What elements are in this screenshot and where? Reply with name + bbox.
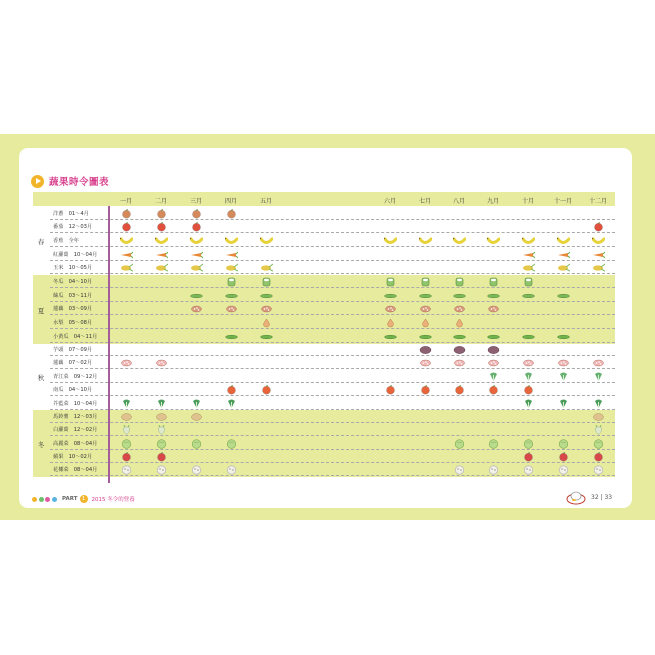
carrot-icon [225,250,238,260]
cucumber-icon [419,332,432,342]
footer-dot [45,497,50,502]
pear-icon [260,318,273,328]
corn-icon [260,263,273,273]
footer-dot [32,497,37,502]
pumpkin-icon [487,385,500,395]
cucumber-icon [453,332,466,342]
row-line [50,260,615,261]
produce-name: 南瓜 04～10月 [53,387,93,393]
wintermelon-icon [225,277,238,287]
apple-icon [592,452,605,462]
row-line [50,273,615,274]
name-column-divider [108,206,110,483]
pear-icon [419,318,432,328]
taro-icon [453,345,466,355]
row-line [50,342,615,343]
month-label: 二月 [154,198,167,205]
kale-icon [155,399,168,409]
potato-icon [120,412,133,422]
cauliflower-icon [453,465,466,475]
cucumber-icon [522,332,535,342]
pumpkin-icon [384,385,397,395]
row-line [50,382,615,383]
banana-icon [419,236,432,246]
produce-name: 小黃瓜 04～11月 [53,334,98,340]
row-line [50,409,615,410]
carrot-icon [522,250,535,260]
row-line [50,355,615,356]
season-label: 夏 [37,306,45,315]
play-icon [31,175,44,188]
corn-icon [190,263,203,273]
kale-icon [225,399,238,409]
onion-icon [120,209,133,219]
row-line [50,422,615,423]
lotus-root-icon [487,358,500,368]
row-line [50,301,615,302]
chart-header [31,173,109,189]
pumpkin-icon [522,385,535,395]
page-number: 32 | 33 [591,494,613,501]
month-label: 十一月 [553,198,572,205]
row-line [50,435,615,436]
cauliflower-icon [487,465,500,475]
chart-title: 蔬果時令圖表 [49,177,110,188]
kale-icon [522,399,535,409]
wintermelon-icon [260,277,273,287]
carrot-icon [120,250,133,260]
banana-icon [190,236,203,246]
row-line [50,449,615,450]
bokchoy-icon [592,372,605,382]
footer-branding [32,494,135,504]
lotus-root-icon [419,358,432,368]
cabbage-icon [522,439,535,449]
corn-icon [592,263,605,273]
lotus-root-icon [155,358,168,368]
pumpkin-icon [419,385,432,395]
row-line [50,368,615,369]
potato-icon [190,412,203,422]
cucumber-icon [557,332,570,342]
produce-name: 蘋果 10～02月 [53,454,93,460]
part-label: PART [62,496,78,502]
part-number-badge: 1 [80,495,88,503]
lotus-root-icon [120,358,133,368]
lotus-root-icon [453,358,466,368]
cauliflower-icon [120,465,133,475]
row-line [50,395,615,396]
banana-icon [522,236,535,246]
loofah-icon [419,291,432,301]
cucumber-icon [487,332,500,342]
kale-icon [557,399,570,409]
month-label: 九月 [486,198,499,205]
produce-name: 馬鈴薯 12～03月 [53,414,98,420]
loofah-icon [190,291,203,301]
cabbage-icon [120,439,133,449]
apple-icon [522,452,535,462]
chef-hat-icon [565,490,587,506]
row-line [50,246,615,247]
loofah-icon [384,291,397,301]
cabbage-icon [592,439,605,449]
cabbage-icon [487,439,500,449]
apple-icon [120,452,133,462]
month-label: 八月 [452,198,465,205]
lotus-root-icon [592,358,605,368]
month-label: 十月 [521,198,534,205]
month-label: 十二月 [588,198,607,205]
footer-dots [32,497,58,502]
cauliflower-icon [155,465,168,475]
corn-icon [522,263,535,273]
tomato-icon [190,222,203,232]
produce-name: 香蕉 全年 [53,238,79,244]
lotus-icon [260,304,273,314]
produce-name: 番茄 12～03月 [53,224,93,230]
cauliflower-icon [557,465,570,475]
month-label: 三月 [189,198,202,205]
row-line [50,219,615,220]
season-label: 春 [37,238,45,246]
pear-icon [453,318,466,328]
wintermelon-icon [384,277,397,287]
produce-name: 白蘿蔔 12～02月 [53,427,98,433]
radish-icon [120,425,133,435]
carrot-icon [592,250,605,260]
kale-icon [120,399,133,409]
apple-icon [155,452,168,462]
produce-name: 高麗菜 08～04月 [53,441,98,447]
banana-icon [453,236,466,246]
cauliflower-icon [190,465,203,475]
produce-name: 冬瓜 04～10月 [53,279,93,285]
apple-icon [557,452,570,462]
loofah-icon [453,291,466,301]
pumpkin-icon [260,385,273,395]
carrot-icon [190,250,203,260]
month-label: 四月 [224,198,237,205]
onion-icon [155,209,168,219]
footer-dot [39,497,44,502]
pumpkin-icon [225,385,238,395]
potato-icon [155,412,168,422]
produce-name: 芥藍菜 10～04月 [53,401,98,407]
tomato-icon [155,222,168,232]
banana-icon [260,236,273,246]
season-label: 秋 [37,374,45,382]
corn-icon [557,263,570,273]
banana-icon [120,236,133,246]
produce-name: 玉米 10～05月 [53,265,93,271]
row-line [50,328,615,329]
row-line [50,462,615,463]
lotus-root-icon [557,358,570,368]
produce-name: 洋蔥 01～4月 [53,211,89,217]
month-label: 五月 [259,198,272,205]
loofah-icon [260,291,273,301]
bokchoy-icon [557,372,570,382]
produce-name: 蓮藕 07～02月 [53,360,93,366]
taro-icon [487,345,500,355]
cabbage-icon [225,439,238,449]
lotus-icon [225,304,238,314]
carrot-icon [155,250,168,260]
cauliflower-icon [522,465,535,475]
corn-icon [225,263,238,273]
banana-icon [155,236,168,246]
radish-icon [592,425,605,435]
lotus-icon [419,304,432,314]
month-label: 一月 [119,198,132,205]
banana-icon [592,236,605,246]
loofah-icon [557,291,570,301]
lotus-icon [384,304,397,314]
produce-name: 芋頭 07～09月 [53,347,93,353]
cabbage-icon [155,439,168,449]
wintermelon-icon [522,277,535,287]
tomato-icon [120,222,133,232]
cabbage-icon [453,439,466,449]
book-title: 2015 冬令的營養 [91,497,135,503]
banana-icon [384,236,397,246]
produce-name: 花椰菜 08～04月 [53,467,98,473]
lotus-icon [487,304,500,314]
produce-name: 蓮藕 03～09月 [53,306,93,312]
bokchoy-icon [487,372,500,382]
produce-name: 絲瓜 03～11月 [53,293,93,299]
carrot-icon [557,250,570,260]
radish-icon [155,425,168,435]
cucumber-icon [260,332,273,342]
row-line [50,314,615,315]
row-line [50,475,615,476]
loofah-icon [487,291,500,301]
banana-icon [557,236,570,246]
month-label: 七月 [418,198,431,205]
row-line [50,287,615,288]
bokchoy-icon [522,372,535,382]
season-label: 冬 [37,440,45,449]
tomato-icon [592,222,605,232]
wintermelon-icon [419,277,432,287]
pear-icon [384,318,397,328]
produce-name: 紅蘿蔔 10～04月 [53,252,98,258]
pumpkin-icon [453,385,466,395]
cabbage-icon [190,439,203,449]
cabbage-icon [557,439,570,449]
kale-icon [592,399,605,409]
loofah-icon [522,291,535,301]
footer-dot [52,497,57,502]
loofah-icon [225,291,238,301]
cauliflower-icon [225,465,238,475]
produce-name: 水梨 05～08月 [53,320,93,326]
potato-icon [592,412,605,422]
wintermelon-icon [487,277,500,287]
kale-icon [190,399,203,409]
cucumber-icon [384,332,397,342]
cucumber-icon [225,332,238,342]
corn-icon [155,263,168,273]
corn-icon [120,263,133,273]
lotus-root-icon [522,358,535,368]
banana-icon [487,236,500,246]
row-line [50,232,615,233]
produce-name: 青江菜 09～12月 [53,374,98,380]
wintermelon-icon [453,277,466,287]
lotus-icon [190,304,203,314]
cauliflower-icon [592,465,605,475]
month-label: 六月 [383,198,396,205]
onion-icon [225,209,238,219]
banana-icon [225,236,238,246]
lotus-icon [453,304,466,314]
taro-icon [419,345,432,355]
onion-icon [190,209,203,219]
